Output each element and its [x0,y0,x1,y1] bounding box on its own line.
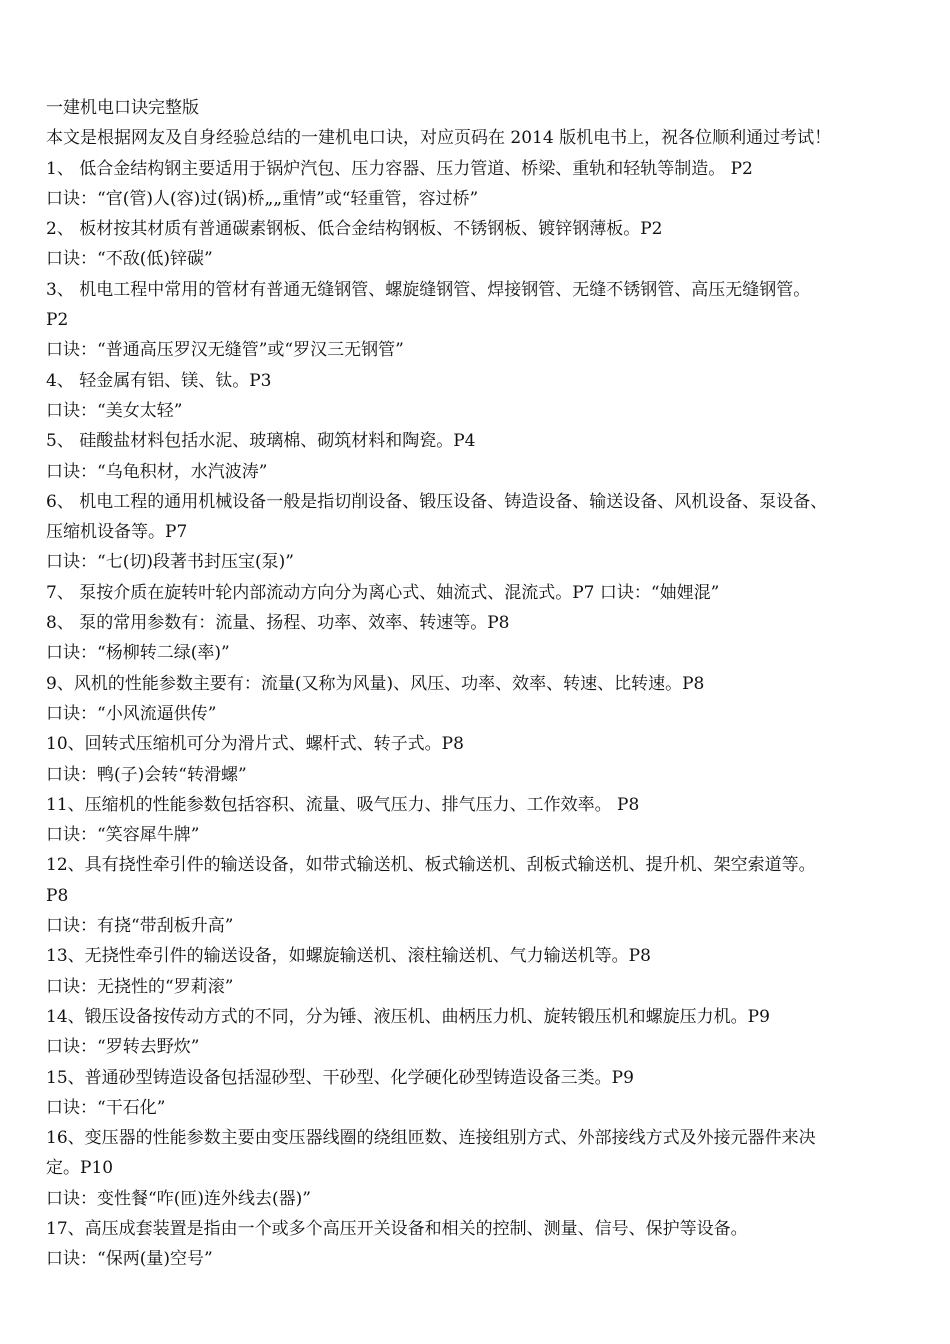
item-text: 12、具有挠性牵引件的输送设备，如带式输送机、板式输送机、刮板式输送机、提升机、架空索道等。 [46,855,816,876]
item-text: 11、压缩机的性能参数包括容积、流量、吸气压力、排气压力、工作效率。 P8 [46,794,640,815]
item-text: 17、高压成套装置是指由一个或多个高压开关设备和相关的控制、测量、信号、保护等设备。 [46,1218,748,1239]
item-text: 16、变压器的性能参数主要由变压器线圈的绕组匝数、连接组别方式、外部接线方式及外接元器件来决 [46,1128,816,1149]
item-text: 8、 泵的常用参数有：流量、扬程、功率、效率、转速等。P8 [46,613,510,634]
mnemonic-line: 口诀：“小风流逼供传” [46,703,217,724]
item-text: 9、风机的性能参数主要有：流量(又称为风量)、风压、功率、效率、转速、比转速。P8 [46,673,705,694]
item-text: 10、回转式压缩机可分为滑片式、螺杆式、转子式。P8 [46,734,464,755]
mnemonic-line: 口诀：“普通高压罗汉无缝管”或“罗汉三无钢管” [46,340,404,361]
item-text: 14、锻压设备按传动方式的不同，分为锤、液压机、曲柄压力机、旋转锻压机和螺旋压力机。P9 [46,1006,770,1027]
item-text: 6、 机电工程的通用机械设备一般是指切削设备、锻压设备、铸造设备、输送设备、风机设备、泵设备、 [46,491,828,512]
mnemonic-line: 口诀：“干石化” [46,1097,166,1118]
item-text: 3、 机电工程中常用的管材有普通无缝钢管、螺旋缝钢管、焊接钢管、无缝不锈钢管、高压无缝钢管。 [46,279,811,300]
item-text: 15、普通砂型铸造设备包括湿砂型、干砂型、化学硬化砂型铸造设备三类。P9 [46,1067,634,1088]
mnemonic-line: 口诀：“笑容犀牛牌” [46,825,200,846]
item-text-continued: 定。P10 [46,1158,114,1179]
mnemonic-line: 口诀：“乌龟积材，水汽波涛” [46,461,268,482]
mnemonic-line: 口诀：有挠“带刮板升高” [46,916,234,937]
mnemonic-line: 口诀：“罗转去野炊” [46,1037,200,1058]
item-text: 13、无挠性牵引件的输送设备，如螺旋输送机、滚柱输送机、气力输送机等。P8 [46,946,651,967]
mnemonic-line: 口诀：无挠性的“罗莉滚” [46,976,234,997]
mnemonic-line: 口诀：“官(管)人(容)过(锅)桥„„重情”或“轻重管，容过桥” [46,188,479,209]
item-text: 4、 轻金属有铝、镁、钛。P3 [46,370,272,391]
mnemonic-line: 口诀：鸭(子)会转“转滑螺” [46,764,247,785]
mnemonic-line: 口诀：“不敌(低)锌碳” [46,249,213,270]
mnemonic-line: 口诀：“七(切)段著书封压宝(泵)” [46,552,294,573]
intro-line: 本文是根据网友及自身经验总结的一建机电口诀，对应页码在 2014 版机电书上，祝各位顺利通过考试！ [46,128,832,149]
item-text: 7、 泵按介质在旋转叶轮内部流动方向分为离心式、妯流式、混流式。P7 口诀：“妯娌混” [46,582,720,603]
document-body [46,93,912,1275]
item-text: 5、 硅酸盐材料包括水泥、玻璃棉、砌筑材料和陶瓷。P4 [46,431,476,452]
document-title: 一建机电口诀完整版 [46,98,199,118]
item-text: 2、 板材按其材质有普通碳素钢板、低合金结构钢板、不锈钢板、镀锌钢薄板。P2 [46,219,663,240]
item-text-continued: P2 [46,310,69,331]
mnemonic-line: 口诀：“保两(量)空号” [46,1249,213,1270]
item-text: 1、 低合金结构钢主要适用于锅炉汽包、压力容器、压力管道、桥梁、重轨和轻轨等制造。 P2 [46,158,753,179]
item-text-continued: P8 [46,885,69,906]
mnemonic-line: 口诀：变性餐“咋(匝)连外线去(器)” [46,1188,311,1209]
item-text-continued: 压缩机设备等。P7 [46,522,188,543]
mnemonic-line: 口诀：“杨柳转二绿(率)” [46,643,230,664]
mnemonic-line: 口诀：“美女太轻” [46,400,183,421]
